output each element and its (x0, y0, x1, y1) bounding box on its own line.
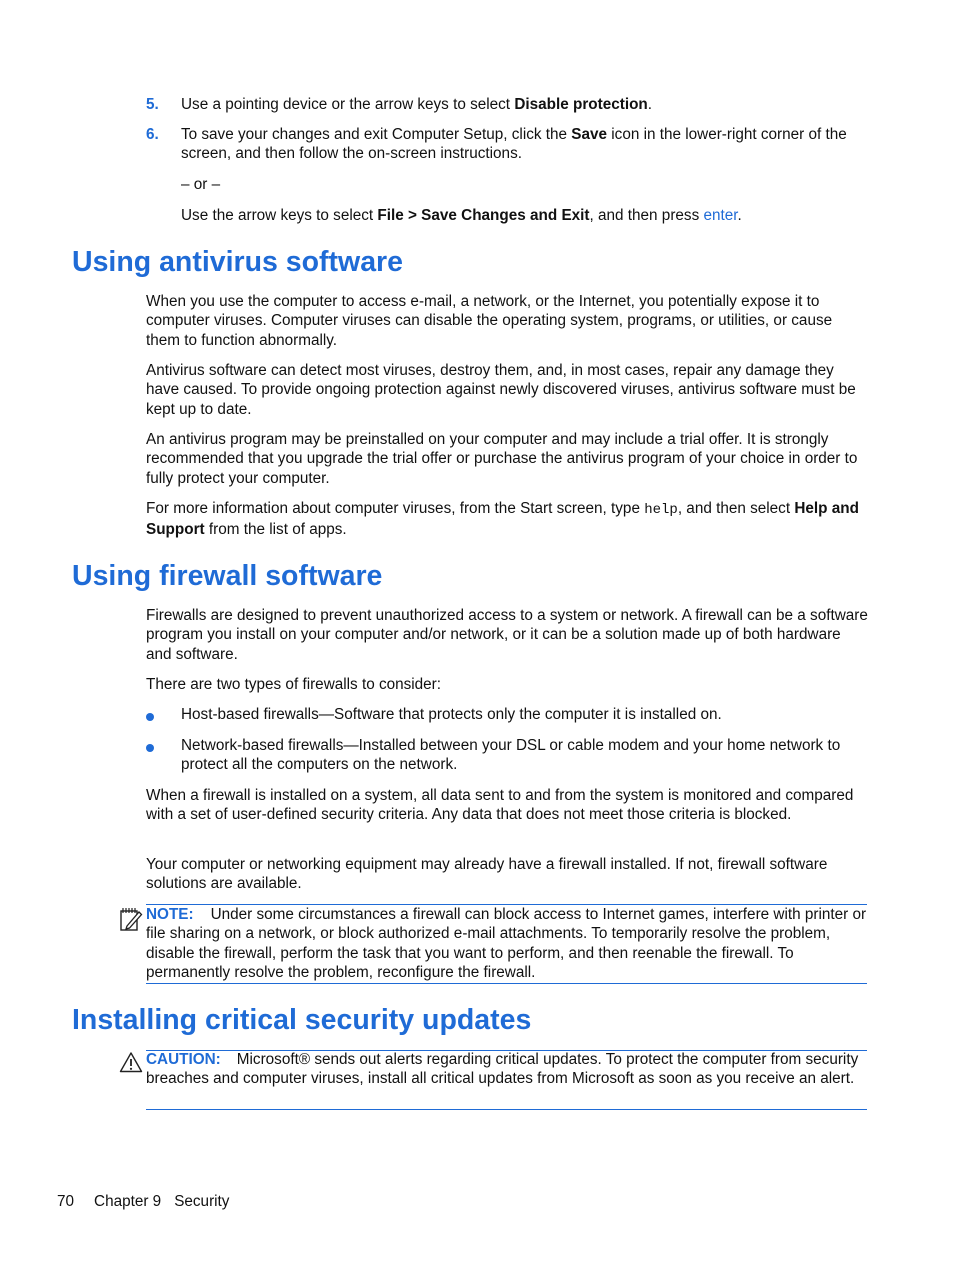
step-5-text: Use a pointing device or the arrow keys to select Disable protection. (181, 96, 653, 113)
step-number: 6. (146, 126, 159, 143)
section-label: Security (174, 1193, 230, 1210)
caution-text: CAUTION: Microsoft® sends out alerts regarding critical updates. To protect the computer from security breaches and computer viruses, install all critical updates from Microsoft as soon as you receive an alert. (146, 1051, 859, 1088)
bullet-marker (146, 744, 154, 752)
note-pencil-icon (119, 906, 143, 932)
firewall-paragraph: Firewalls are designed to prevent unauthorized access to a system or network. A firewall can be a software program you install on your computer and/or network, or it can be a solution made up of both hardware and software. (146, 607, 868, 663)
updates-heading: Installing critical security updates (72, 1004, 532, 1036)
alt-step-text: Use the arrow keys to select File > Save Changes and Exit, and then press enter. (181, 207, 742, 224)
antivirus-paragraph: Antivirus software can detect most viruses, destroy them, and, in most cases, repair any damage they have caused. To provide ongoing protection against newly discovered viruses, antivirus software must be kept up to date. (146, 362, 856, 418)
firewall-heading: Using firewall software (72, 560, 383, 592)
help-command: help (644, 502, 678, 518)
note-label: NOTE: (146, 906, 194, 923)
step-number: 5. (146, 96, 159, 113)
list-item: Host-based firewalls—Software that protects only the computer it is installed on. (181, 706, 722, 723)
caution-bottom-rule (146, 1109, 867, 1110)
antivirus-help-paragraph: For more information about computer viruses, from the Start screen, type help, and then select Help and Support from the list of apps. (146, 500, 859, 539)
firewall-paragraph: When a firewall is installed on a system, all data sent to and from the system is monitored and compared with a set of user-defined security criteria. Any data that does not meet those criteria is blocked. (146, 787, 854, 824)
firewall-paragraph: Your computer or networking equipment may already have a firewall installed. If not, firewall software solutions are available. (146, 856, 828, 893)
enter-key-link[interactable]: enter (703, 207, 738, 224)
step-6-text: To save your changes and exit Computer Setup, click the Save icon in the lower-right corner of the screen, and then follow the on-screen instructions. (181, 126, 847, 163)
caution-label: CAUTION: (146, 1051, 221, 1068)
or-separator: – or – (181, 176, 221, 193)
note-text: NOTE: Under some circumstances a firewall can block access to Internet games, interfere with printer or file sharing on a network, or block authorized e-mail attachments. To temporarily resolve the problem, disable the firewall, perform the task that you want to perform, and then reenable the firewall. To permanently resolve the problem, reconfigure the firewall. (146, 906, 867, 982)
antivirus-paragraph: An antivirus program may be preinstalled on your computer and may include a trial offer. It is strongly recommended that you upgrade the trial offer or purchase the antivirus program of your choice in order to fully protect your computer. (146, 431, 858, 487)
firewall-paragraph: There are two types of firewalls to consider: (146, 676, 442, 693)
chapter-label: Chapter 9 (94, 1193, 162, 1210)
page-footer (57, 1192, 229, 1211)
note-bottom-rule (146, 983, 867, 984)
antivirus-paragraph: When you use the computer to access e-mail, a network, or the Internet, you potentially expose it to computer viruses. Computer viruses can disable the operating system, programs, or utilities, or cause them to function abnormally. (146, 293, 833, 349)
page-number: 70 (57, 1193, 75, 1210)
antivirus-heading: Using antivirus software (72, 246, 403, 278)
bullet-marker (146, 713, 154, 721)
list-item: Network-based firewalls—Installed between your DSL or cable modem and your home network to protect all the computers on the network. (181, 737, 841, 774)
caution-triangle-icon (119, 1051, 143, 1073)
